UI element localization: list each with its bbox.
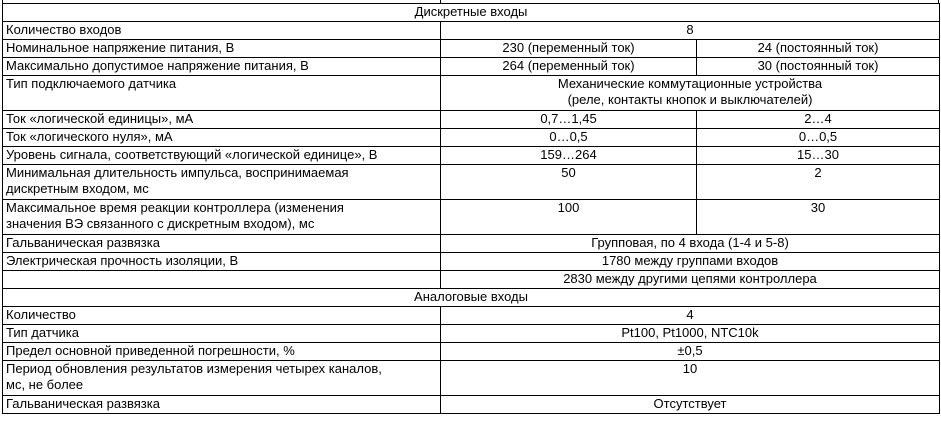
row-value-dc: 15…30 (697, 147, 940, 165)
row-label-empty (3, 271, 441, 289)
row-value: Отсутствует (441, 396, 940, 414)
row-value-ac: 0…0,5 (441, 129, 697, 147)
row-value: Pt100, Pt1000, NTC10k (441, 325, 940, 343)
row-value-dc: 30 (постоянный ток) (697, 58, 940, 76)
table-row (3, 343, 940, 361)
table-row (3, 76, 940, 111)
row-label: Ток «логического нуля», мА (3, 129, 441, 147)
section-title-analog: Аналоговые входы (3, 289, 940, 307)
table-row (3, 325, 940, 343)
row-value-dc: 0…0,5 (697, 129, 940, 147)
row-value-ac: 0,7…1,45 (441, 111, 697, 129)
row-label-line: Период обновления результатов измерения четырех каналов, (6, 361, 382, 376)
row-label-line: Максимальное время реакции контроллера (изменения (6, 200, 344, 215)
table-row (3, 307, 940, 325)
row-label: Количество (3, 307, 441, 325)
table-row (3, 129, 940, 147)
row-value: 2830 между другими цепями контроллера (441, 271, 940, 289)
row-value-ac: 230 (переменный ток) (441, 40, 697, 58)
row-label: Уровень сигнала, соответствующий «логической единице», В (3, 147, 441, 165)
row-value-line: (реле, контакты кнопок и выключателей) (567, 92, 813, 107)
row-label-line: значения ВЭ связанного с дискретным входом), мс (6, 216, 315, 231)
table-row (3, 253, 940, 271)
row-value-ac: 50 (441, 165, 697, 200)
row-label: Гальваническая развязка (3, 396, 441, 414)
row-value: 4 (441, 307, 940, 325)
table-row (3, 165, 940, 200)
row-value-dc: 2 (697, 165, 940, 200)
row-value-dc: 30 (697, 200, 940, 235)
row-label: Количество входов (3, 22, 441, 40)
row-label: Номинальное напряжение питания, В (3, 40, 441, 58)
row-value: ±0,5 (441, 343, 940, 361)
table-row (3, 200, 940, 235)
table-row (3, 40, 940, 58)
row-value-ac: 159…264 (441, 147, 697, 165)
row-value-ac: 100 (441, 200, 697, 235)
row-label (3, 165, 441, 200)
row-value-ac: 264 (переменный ток) (441, 58, 697, 76)
row-label: Гальваническая развязка (3, 235, 441, 253)
row-label: Электрическая прочность изоляции, В (3, 253, 441, 271)
row-label: Тип подключаемого датчика (3, 76, 441, 111)
table-row (3, 22, 940, 40)
row-label: Предел основной приведенной погрешности, % (3, 343, 441, 361)
row-value-dc: 2…4 (697, 111, 940, 129)
row-value: 8 (441, 22, 940, 40)
row-label-line: дискретным входом, мс (6, 181, 149, 196)
table-row (3, 235, 940, 253)
table-row (3, 111, 940, 129)
row-value: 1780 между группами входов (441, 253, 940, 271)
table-row (3, 361, 940, 396)
row-label (3, 200, 441, 235)
row-label-line: Минимальная длительность импульса, воспринимаемая (6, 165, 349, 180)
row-label-line: мс, не более (6, 377, 84, 392)
section-header-row (3, 4, 940, 22)
table-row (3, 58, 940, 76)
row-value: Групповая, по 4 входа (1-4 и 5-8) (441, 235, 940, 253)
row-value-line: Механические коммутационные устройства (557, 76, 823, 91)
spec-table (2, 3, 940, 414)
row-label (3, 361, 441, 396)
section-header-row (3, 289, 940, 307)
table-row (3, 147, 940, 165)
row-value: 10 (441, 361, 940, 396)
row-value-dc: 24 (постоянный ток) (697, 40, 940, 58)
table-row (3, 396, 940, 414)
row-label: Тип датчика (3, 325, 441, 343)
row-label: Ток «логической единицы», мА (3, 111, 441, 129)
row-label: Максимально допустимое напряжение питания, В (3, 58, 441, 76)
row-value (441, 76, 940, 111)
section-title-discrete: Дискретные входы (3, 4, 940, 22)
table-row (3, 271, 940, 289)
